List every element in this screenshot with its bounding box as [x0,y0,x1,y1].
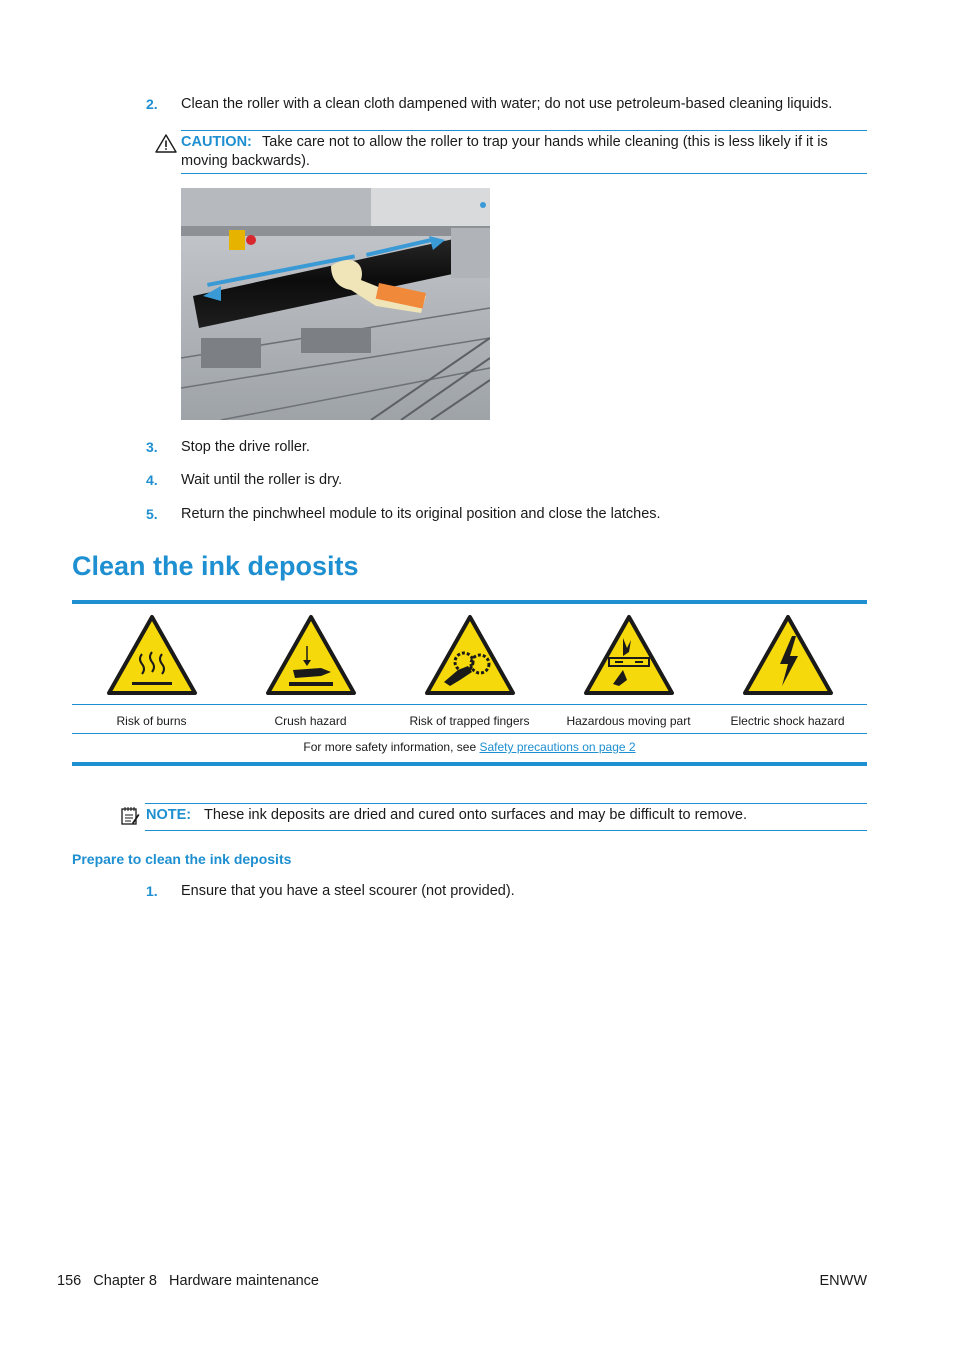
table-divider [72,704,867,705]
footer-right: ENWW [819,1273,867,1289]
caution-text-cont: moving backwards). [181,153,310,169]
step-number: 2. [146,96,158,112]
safety-info-prefix: For more safety information, see [303,740,480,754]
hazard-cell [231,614,390,701]
step-text: Clean the roller with a clean cloth dampened with water; do not use petroleum-based cleaning liquids. [181,96,833,112]
hazard-cell [708,614,867,701]
hazard-label: Hazardous moving part [566,714,691,728]
trapped-fingers-icon [424,614,516,696]
note-label: NOTE: [146,807,192,823]
caution-text: Take care not to allow the roller to trap your hands while cleaning (this is less likely if it is [262,134,828,150]
step-text: Return the pinchwheel module to its original position and close the latches. [181,506,661,522]
subsection-title: Prepare to clean the ink deposits [72,851,292,867]
hot-surface-icon [106,614,198,696]
caution-label: CAUTION: [181,134,252,150]
table-divider [72,733,867,734]
safety-precautions-link[interactable]: Safety precautions on page 2 [479,740,636,754]
hazard-table [72,600,867,766]
hazard-label: Crush hazard [274,714,347,728]
note-pad-icon [120,806,140,826]
step-text: Ensure that you have a steel scourer (not provided). [181,883,515,899]
step-number: 5. [146,506,158,522]
step-number: 4. [146,472,158,488]
safety-info [72,740,867,754]
step-number: 1. [146,883,158,899]
hazard-cell [72,614,231,701]
roller-cleaning-photo [181,188,490,420]
footer-left: 156 Chapter 8 Hardware maintenance [57,1273,319,1289]
note-text: These ink deposits are dried and cured onto surfaces and may be difficult to remove. [204,807,747,823]
hazard-label: Risk of burns [116,714,187,728]
step-number: 3. [146,439,158,455]
moving-part-icon [583,614,675,696]
hazard-label: Risk of trapped fingers [409,714,530,728]
hazard-cell [390,614,549,701]
step-text: Wait until the roller is dry. [181,472,343,488]
step-text: Stop the drive roller. [181,439,310,455]
electric-shock-icon [742,614,834,696]
crush-hazard-icon [265,614,357,696]
section-title: Clean the ink deposits [72,551,359,581]
hazard-cell [549,614,708,701]
warning-triangle-icon [155,134,177,153]
hazard-label: Electric shock hazard [730,714,845,728]
